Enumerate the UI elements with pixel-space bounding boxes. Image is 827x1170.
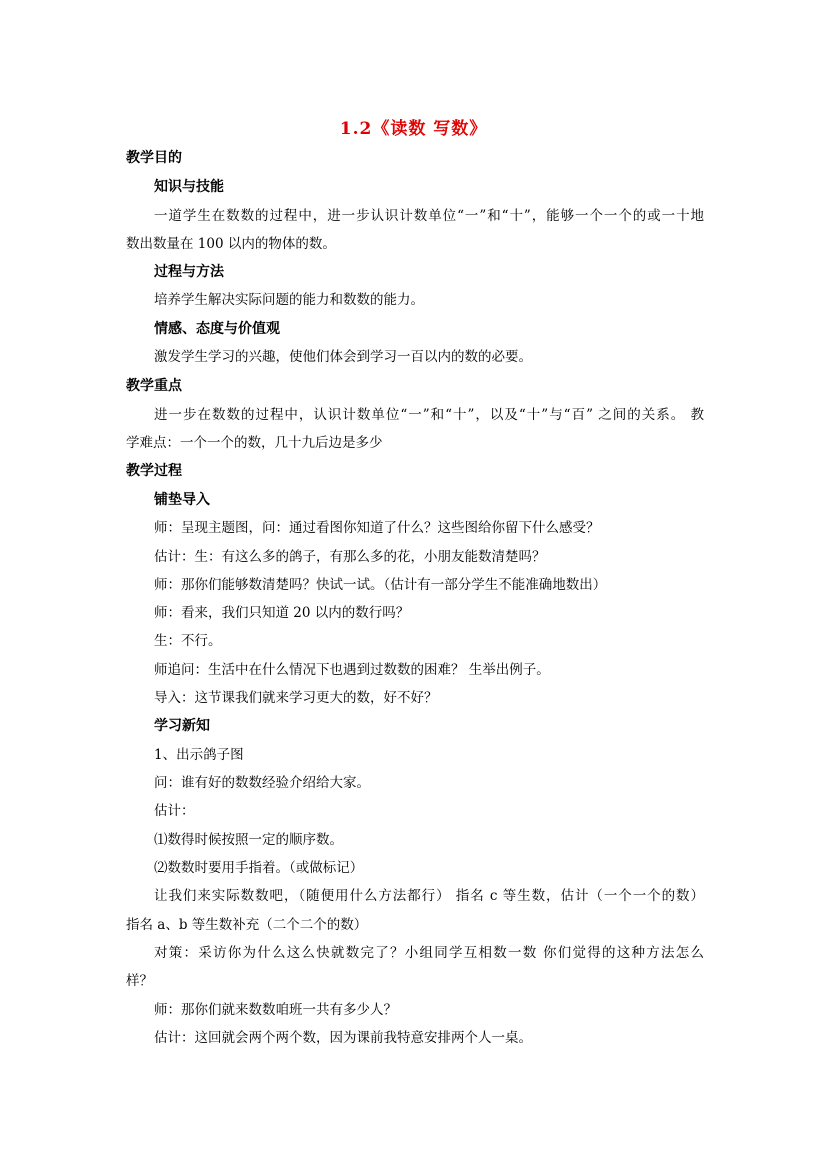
section-heading-process: 教学过程 — [126, 463, 182, 479]
paragraph-line: 生：不行。 — [154, 633, 222, 649]
subheading-new-knowledge: 学习新知 — [154, 718, 210, 734]
paragraph-line: 对策：采访你为什么这么快就数完了？小组同学互相数一数 你们觉得的这种方法怎么 — [154, 945, 704, 961]
paragraph-line: 师：看来，我们只知道 20 以内的数行吗？ — [154, 605, 410, 621]
paragraph-line: 样？ — [126, 973, 153, 989]
paragraph-line: ⑵数数时要用手指着。（或做标记） — [154, 860, 364, 876]
subheading-emotion-values: 情感、态度与价值观 — [154, 321, 280, 337]
paragraph-line: 师：那你们就来数数咱班一共有多少人？ — [154, 1002, 397, 1018]
paragraph-line: 师：那你们能够数清楚吗？快试一试。（估计有一部分学生不能准确地数出） — [154, 577, 607, 593]
paragraph-line: 一道学生在数数的过程中，进一步认识计数单位“一”和“十”，能够一个一个的或一十地 — [154, 208, 704, 224]
paragraph-line: 数出数量在 100 以内的物体的数。 — [126, 236, 336, 252]
paragraph-line: 师追问：生活中在什么情况下也遇到过数数的困难？ 生举出例子。 — [154, 662, 550, 678]
paragraph-line: 导入：这节课我们就来学习更大的数，好不好？ — [154, 690, 438, 706]
paragraph-line: 指名 a、b 等生数补充（二个二个的数） — [126, 917, 368, 933]
paragraph-line: 问：谁有好的数数经验介绍给大家。 — [154, 775, 370, 791]
paragraph-line: 让我们来实际数数吧，（随便用什么方法都行） 指名 c 等生数，估计（一个一个的数） — [154, 888, 704, 904]
paragraph-line: 师：呈现主题图，问：通过看图你知道了什么？这些图给你留下什么感受？ — [154, 520, 600, 536]
paragraph-line: 激发学生学习的兴趣，使他们体会到学习一百以内的数的必要。 — [154, 349, 532, 365]
paragraph-line: 进一步在数数的过程中，认识计数单位“一”和“十”，以及“十”与“百” 之间的关系。 教 — [154, 407, 704, 423]
paragraph-line: 估计：生：有这么多的鸽子，有那么多的花，小朋友能数清楚吗？ — [154, 549, 546, 565]
paragraph-line: 估计： — [154, 803, 195, 819]
section-heading-objectives: 教学目的 — [126, 150, 182, 166]
paragraph-line: 培养学生解决实际问题的能力和数数的能力。 — [154, 292, 424, 308]
document-title: 1.2《读数 写数》 — [339, 119, 488, 139]
paragraph-line: ⑴数得时候按照一定的顺序数。 — [154, 832, 343, 848]
paragraph-line: 1、出示鸽子图 — [154, 747, 244, 763]
subheading-knowledge-skills: 知识与技能 — [154, 179, 224, 195]
subheading-process-method: 过程与方法 — [154, 264, 224, 280]
paragraph-line: 学难点：一个一个的数，几十九后边是多少 — [126, 435, 383, 451]
section-heading-key-points: 教学重点 — [126, 378, 182, 394]
subheading-intro: 铺垫导入 — [154, 492, 210, 508]
paragraph-line: 估计：这回就会两个两个数，因为课前我特意安排两个人一桌。 — [154, 1030, 532, 1046]
